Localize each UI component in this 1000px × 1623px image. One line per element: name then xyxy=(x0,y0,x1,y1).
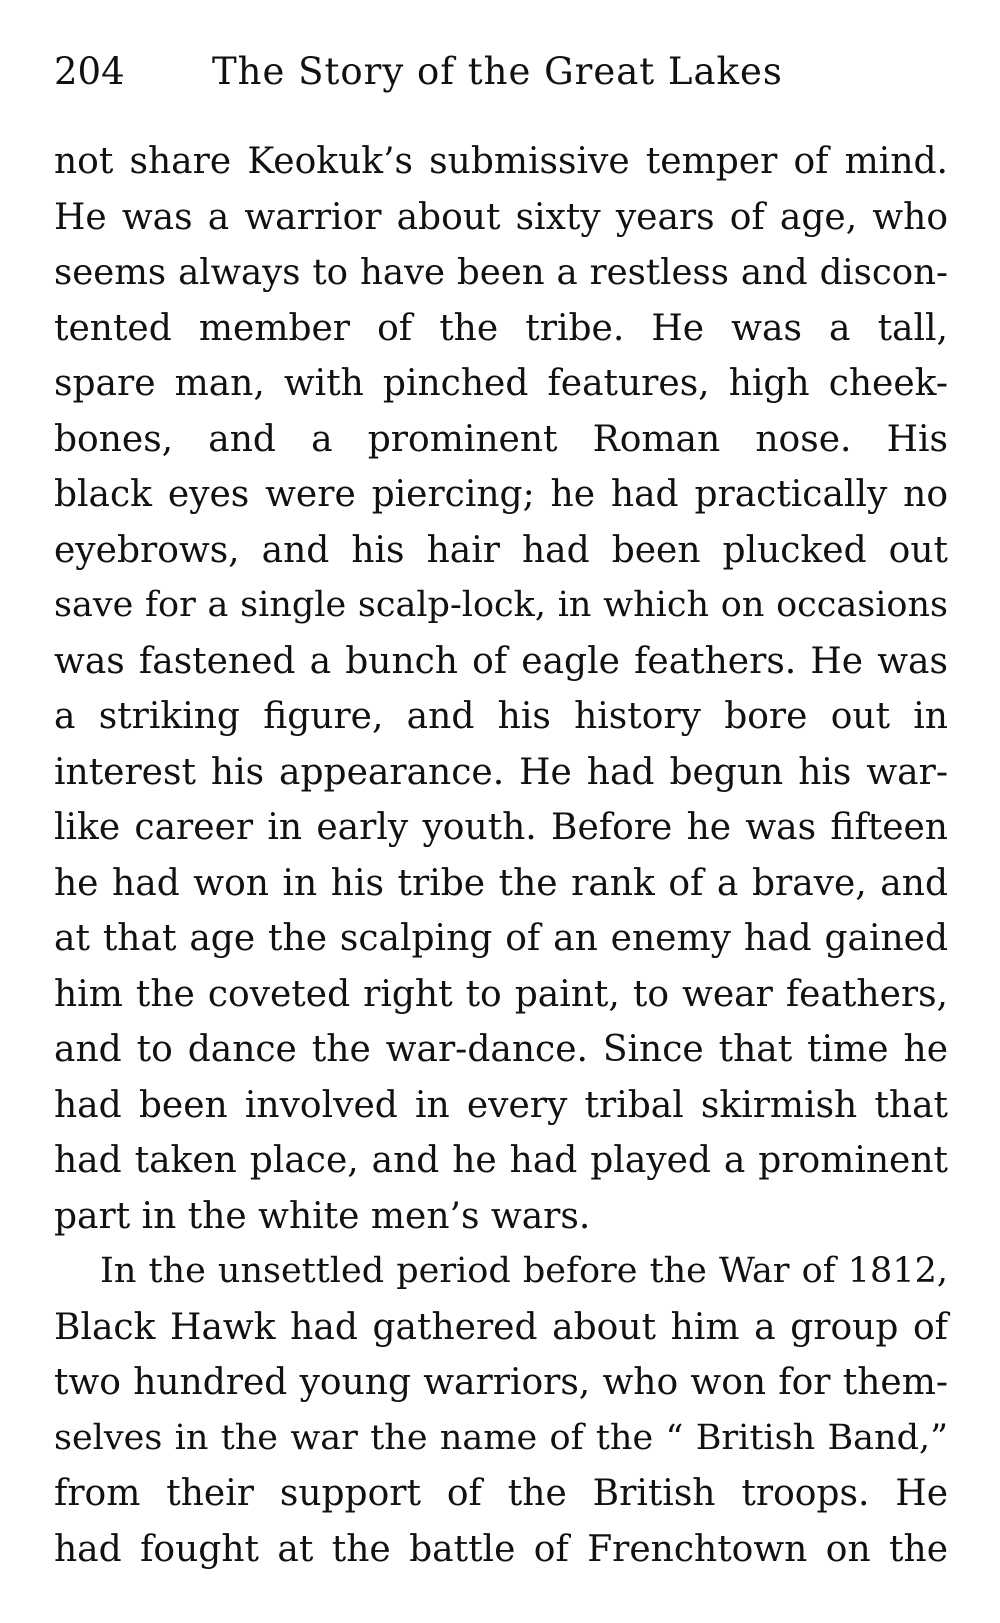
text-line: had fought at the battle of Frenchtown on the xyxy=(54,1528,948,1570)
text-line: had taken place, and he had played a prominent xyxy=(54,1140,948,1181)
text-line: bones, and a prominent Roman nose. His xyxy=(54,418,948,460)
body-text xyxy=(54,134,948,1577)
text-line: at that age the scalping of an enemy had gained xyxy=(54,918,948,959)
text-line: him the coveted right to paint, to wear feathers, xyxy=(54,973,948,1015)
book-title: The Story of the Great Lakes xyxy=(212,50,783,93)
text-line: from their support of the British troops. He xyxy=(54,1473,948,1514)
page-number: 204 xyxy=(54,50,125,93)
text-line: he had won in his tribe the rank of a brave, and xyxy=(54,862,948,904)
text-line: Black Hawk had gathered about him a group of xyxy=(54,1306,948,1348)
text-line: interest his appearance. He had begun his war- xyxy=(54,751,948,793)
text-line: spare man, with pinched features, high cheek- xyxy=(54,363,948,404)
text-line: black eyes were piercing; he had practically no xyxy=(54,474,948,515)
text-line: had been involved in every tribal skirmish that xyxy=(54,1084,948,1126)
text-line: was fastened a bunch of eagle feathers. He was xyxy=(54,640,948,682)
text-line: save for a single scalp-lock, in which on occasions xyxy=(54,585,948,625)
text-line: like career in early youth. Before he was fifteen xyxy=(54,807,948,848)
text-line: two hundred young warriors, who won for them- xyxy=(54,1362,948,1403)
text-line: eyebrows, and his hair had been plucked out xyxy=(54,529,948,571)
running-head xyxy=(54,44,944,100)
text-line: tented member of the tribe. He was a tall, xyxy=(54,307,948,349)
text-line: not share Keokuk’s submissive temper of mind. xyxy=(54,141,948,182)
paragraph-start-line: In the unsettled period before the War of 1812, xyxy=(100,1251,948,1291)
paragraph-end-line: part in the white men’s wars. xyxy=(54,1195,591,1237)
text-line: He was a warrior about sixty years of age, who xyxy=(54,196,948,238)
text-line: selves in the war the name of the “ British Band,” xyxy=(54,1417,948,1458)
text-line: a striking figure, and his history bore out in xyxy=(54,696,948,737)
text-line: seems always to have been a restless and discon- xyxy=(54,252,948,293)
text-line: and to dance the war-dance. Since that time he xyxy=(54,1029,948,1070)
